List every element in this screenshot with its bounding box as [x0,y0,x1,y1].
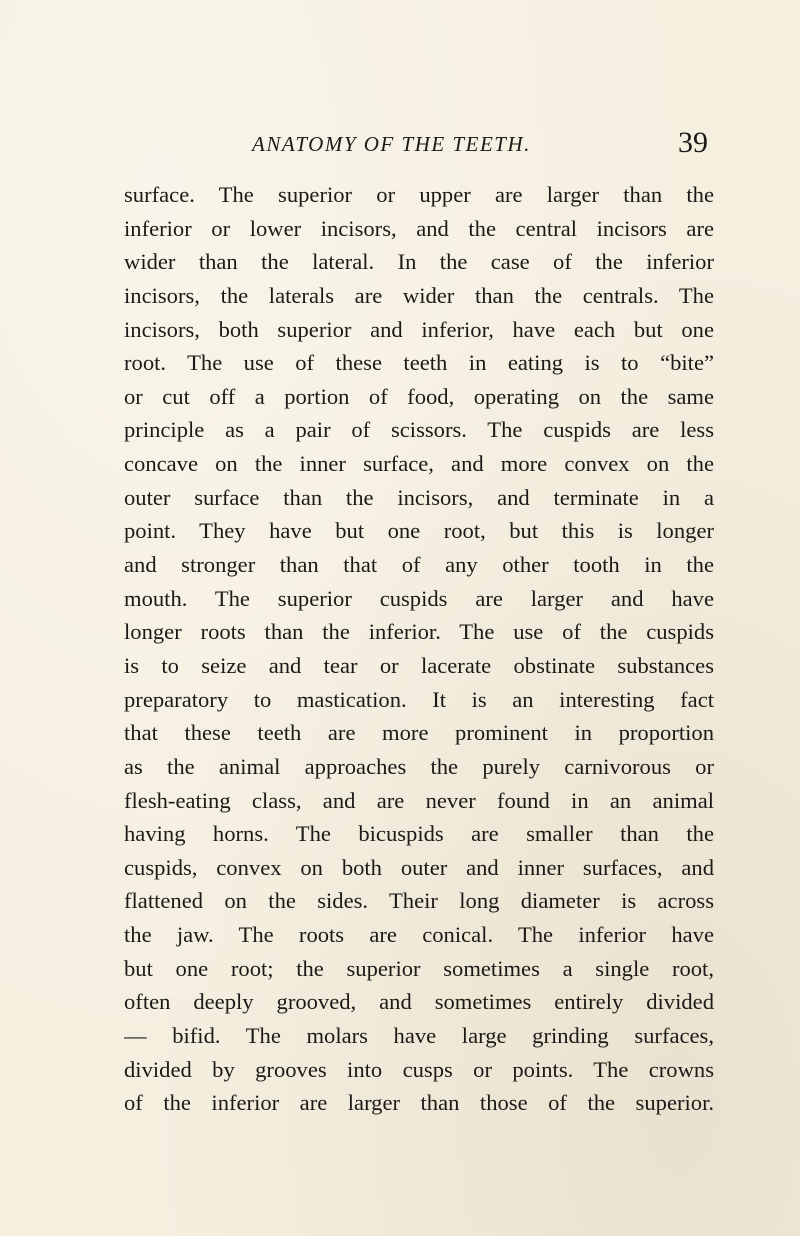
text-line: outer surface than the incisors, and terminate in a [124,484,714,510]
text-line: cuspids, convex on both outer and inner surfaces, and [124,854,714,880]
text-line: often deeply grooved, and sometimes entirely divided [124,989,714,1015]
text-line: and stronger than that of any other tooth in the [124,552,714,578]
text-line: divided by grooves into cusps or points. The crowns [124,1056,714,1082]
text-line: or cut off a portion of food, operating on the same [124,383,714,409]
text-line: incisors, both superior and inferior, have each but one [124,316,714,342]
text-line: surface. The superior or upper are larger than the [124,182,714,207]
text-line: of the inferior are larger than those of the superior. [124,1090,714,1116]
text-line: wider than the lateral. In the case of the inferior [124,249,714,275]
text-line: inferior or lower incisors, and the central incisors are [124,215,714,241]
text-line: concave on the inner surface, and more convex on the [124,451,714,477]
text-line: principle as a pair of scissors. The cuspids are less [124,417,714,443]
text-line: having horns. The bicuspids are smaller than the [124,821,714,847]
text-line: flattened on the sides. Their long diameter is across [124,888,714,914]
text-line: preparatory to mastication. It is an interesting fact [124,686,714,712]
text-line: mouth. The superior cuspids are larger and have [124,585,714,611]
text-line: longer roots than the inferior. The use of the cuspids [124,619,714,645]
text-line: — bifid. The molars have large grinding surfaces, [124,1023,714,1049]
text-line: flesh-eating class, and are never found in an animal [124,787,714,813]
body-paragraph [124,178,714,1120]
running-head [0,124,800,164]
text-line: point. They have but one root, but this is longer [124,518,714,544]
page-number: 39 [678,126,708,159]
text-line: but one root; the superior sometimes a single root, [124,955,714,981]
running-title: ANATOMY OF THE TEETH. [252,132,531,156]
text-line: that these teeth are more prominent in proportion [124,720,714,746]
text-line: incisors, the laterals are wider than the centrals. The [124,282,714,308]
text-line: as the animal approaches the purely carnivorous or [124,753,714,779]
text-line: root. The use of these teeth in eating is to “bite” [124,350,714,376]
text-line: is to seize and tear or lacerate obstinate substances [124,652,714,678]
text-line: the jaw. The roots are conical. The inferior have [124,922,714,948]
